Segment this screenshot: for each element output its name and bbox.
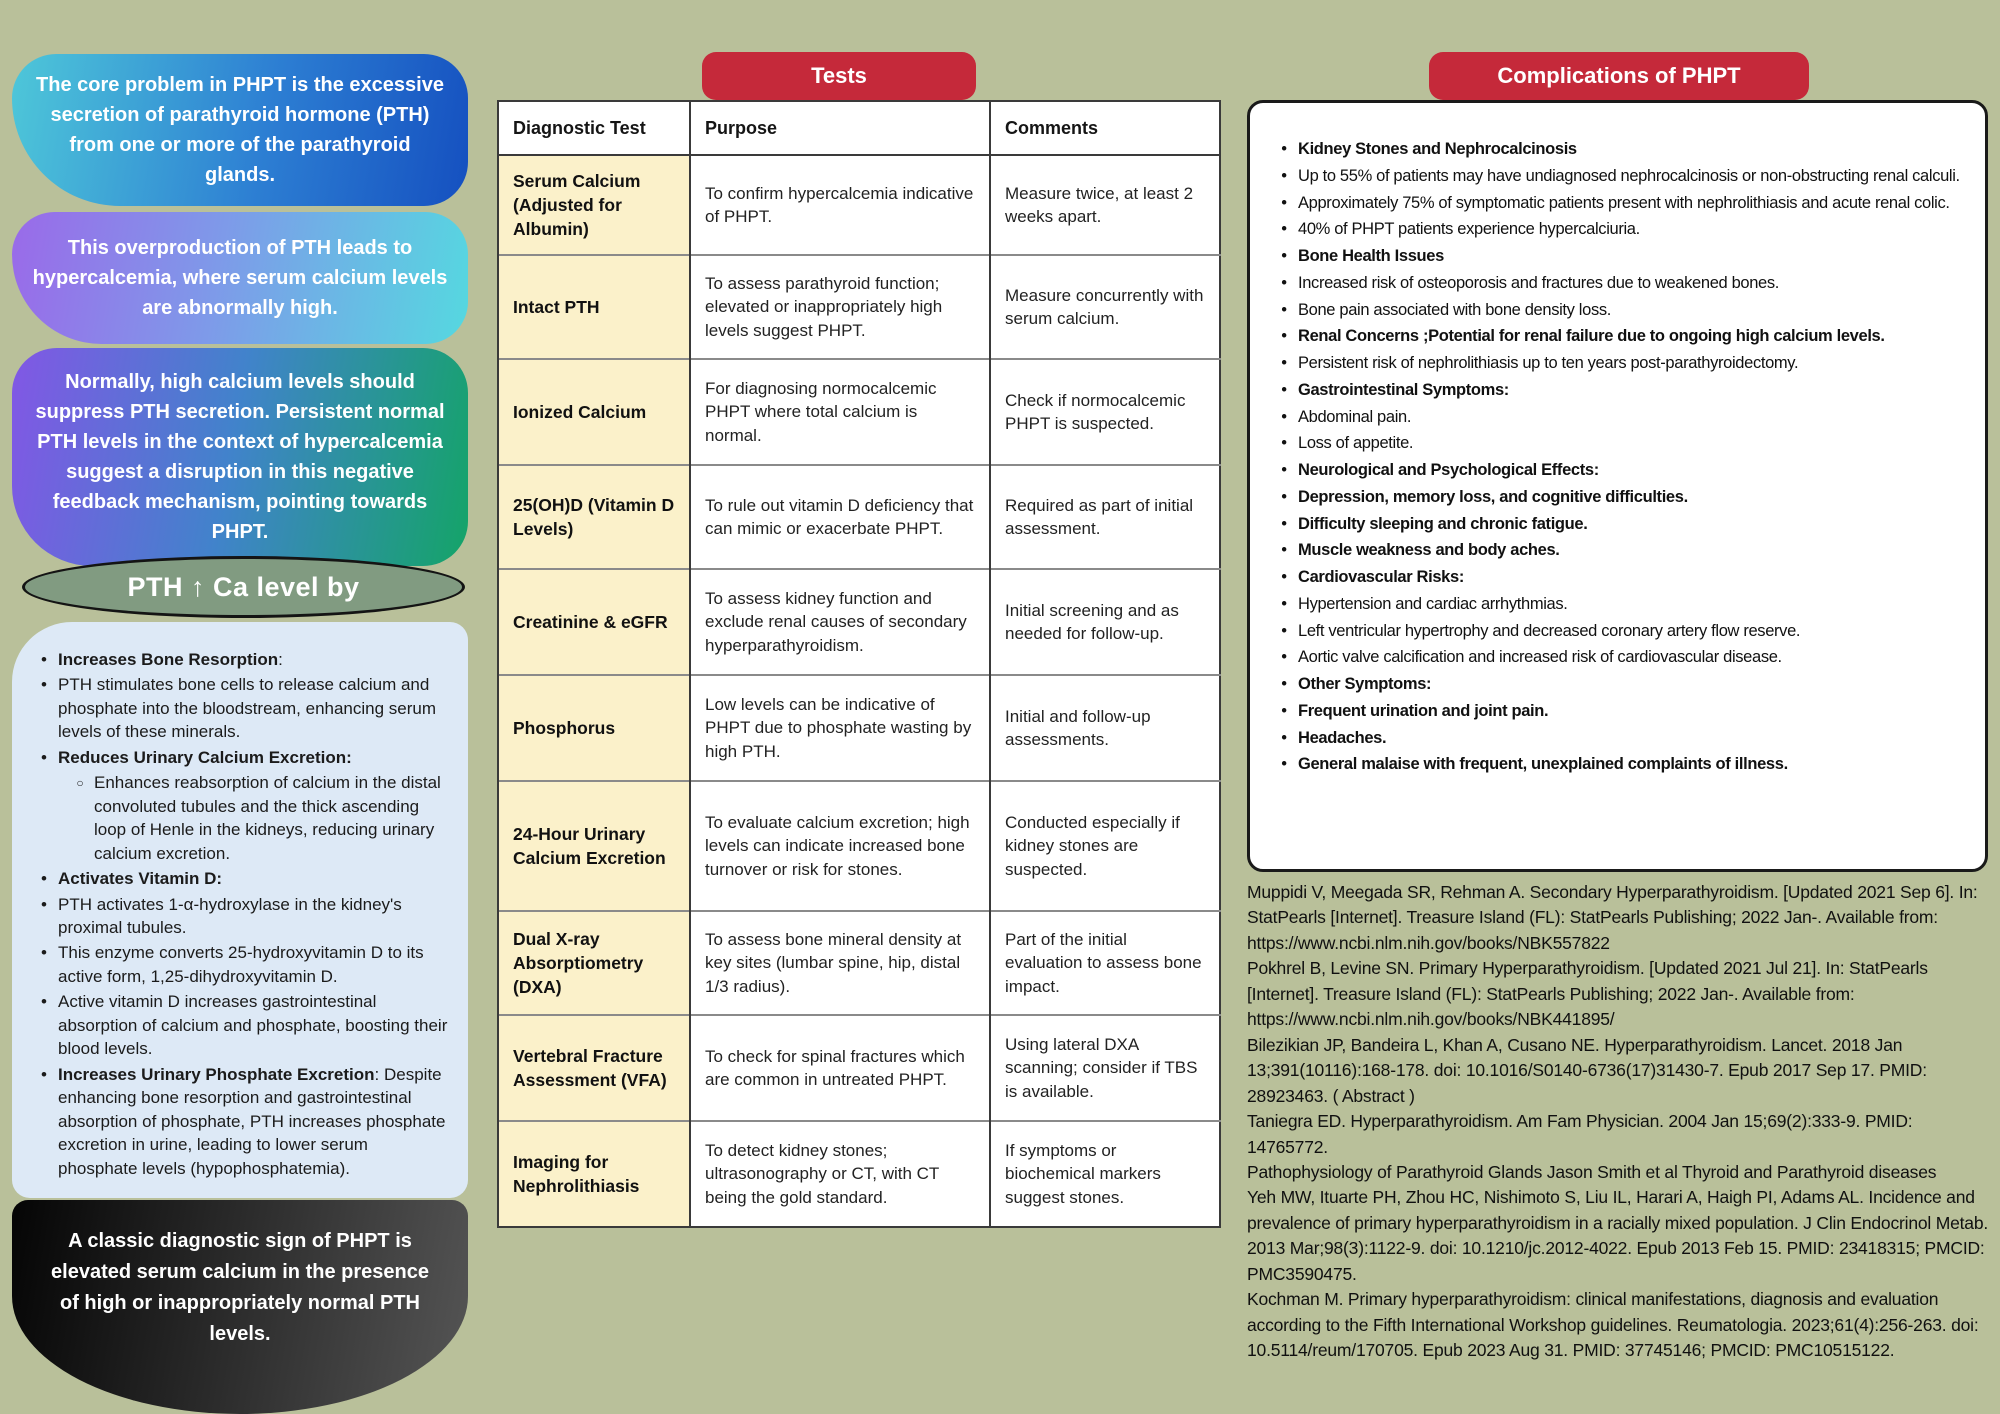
section-header-text: PTH ↑ Ca level by (127, 571, 360, 602)
table-cell-test: Imaging for Nephrolithiasis (498, 1121, 690, 1227)
list-item-text: Aortic valve calcification and increased risk of cardiovascular disease. (1298, 648, 1782, 667)
list-item-text: Up to 55% of patients may have undiagnosed nephrocalcinosis or non-obstructing renal calculi. (1298, 166, 1960, 185)
list-item (1270, 592, 1971, 617)
list-item-text: Increases Bone Resorption: (58, 650, 283, 669)
table-row (498, 675, 1220, 781)
complications-list (1270, 137, 1971, 777)
list-item-text: Active vitamin D increases gastrointestinal absorption of calcium and phosphate, boosting their blood levels. (58, 992, 448, 1059)
list-item (1270, 619, 1971, 644)
list-item-text: PTH activates 1-α-hydroxylase in the kidney's proximal tubules. (58, 894, 402, 937)
table-row (498, 1121, 1220, 1227)
list-item (1270, 726, 1971, 751)
list-item-text: 40% of PHPT patients experience hypercalciuria. (1298, 220, 1640, 239)
reference-entry: Kochman M. Primary hyperparathyroidism: clinical manifestations, diagnosis and evaluation according to the Fifth International Workshop guidelines. Reumatologia. 2023;61(4):256-263. doi: 10.5114/reum/170705. Epub 2023 Aug 31. PMID: 37745146; PMCID: PMC10515122. (1247, 1289, 1979, 1361)
list-item-text: Hypertension and cardiac arrhythmias. (1298, 594, 1568, 613)
list-item-text: Enhances reabsorption of calcium in the distal convoluted tubules and the thick ascending loop of Henle in the kidneys, reducing urinary calcium excretion. (94, 773, 441, 863)
list-item (1270, 324, 1971, 349)
tests-banner (702, 52, 976, 100)
table-cell-test: Dual X-ray Absorptiometry (DXA) (498, 911, 690, 1015)
list-item-text: Abdominal pain. (1298, 407, 1412, 426)
table-cell-comments: Measure concurrently with serum calcium. (990, 255, 1220, 359)
bullet-icon (30, 746, 58, 769)
bullet-icon (1270, 752, 1298, 777)
bullet-icon (66, 771, 94, 865)
table-cell-purpose: To detect kidney stones; ultrasonography or CT, with CT being the gold standard. (690, 1121, 990, 1227)
reference-entry: Muppidi V, Meegada SR, Rehman A. Secondary Hyperparathyroidism. [Updated 2021 Sep 6]. In: StatPearls [Internet]. Treasure Island (FL): StatPearls Publishing; 2022 Jan-. Available from: https://www.ncbi.nlm.nih.gov/books/NBK557822 (1247, 882, 1978, 953)
list-item-text: Difficulty sleeping and chronic fatigue. (1298, 514, 1588, 533)
table-row (498, 781, 1220, 911)
bullet-icon (1270, 378, 1298, 403)
table-cell-test: Phosphorus (498, 675, 690, 781)
list-item (1270, 164, 1971, 189)
bullet-icon (1270, 137, 1298, 162)
bullet-icon (1270, 271, 1298, 296)
table-row (498, 465, 1220, 569)
table-cell-purpose: To confirm hypercalcemia indicative of PHPT. (690, 155, 990, 255)
list-item (1270, 351, 1971, 376)
bullet-icon (1270, 485, 1298, 510)
list-item (30, 990, 452, 1060)
list-item-text: Depression, memory loss, and cognitive difficulties. (1298, 487, 1688, 506)
table-row (498, 911, 1220, 1015)
list-item-text: Persistent risk of nephrolithiasis up to ten years post-parathyroidectomy. (1298, 354, 1799, 372)
col-header-purpose: Purpose (690, 101, 990, 155)
table-cell-purpose: To check for spinal fractures which are common in untreated PHPT. (690, 1015, 990, 1121)
statement-text: A classic diagnostic sign of PHPT is elevated serum calcium in the presence of high or inappropriately normal PTH levels. (51, 1230, 429, 1345)
table-cell-comments: Conducted especially if kidney stones are suspected. (990, 781, 1220, 911)
list-item-text: Neurological and Psychological Effects: (1298, 461, 1599, 479)
table-cell-purpose: To assess parathyroid function; elevated or inappropriately high levels suggest PHPT. (690, 255, 990, 359)
diagnostic-tests-table (497, 100, 1221, 1228)
table-cell-purpose: To assess kidney function and exclude renal causes of secondary hyperparathyroidism. (690, 569, 990, 675)
bullet-icon (1270, 164, 1298, 189)
table-cell-comments: Initial and follow-up assessments. (990, 675, 1220, 781)
table-row (498, 155, 1220, 255)
list-item (30, 673, 452, 743)
table-cell-comments: Initial screening and as needed for follow-up. (990, 569, 1220, 675)
table-row (498, 255, 1220, 359)
col-header-diagnostic-test: Diagnostic Test (498, 101, 690, 155)
list-item-text: Increased risk of osteoporosis and fractures due to weakened bones. (1298, 273, 1780, 292)
bullet-icon (1270, 458, 1298, 483)
list-item (1270, 431, 1971, 456)
table-cell-purpose: To evaluate calcium excretion; high levels can indicate increased bone turnover or risk for stones. (690, 781, 990, 911)
list-item (1270, 458, 1971, 483)
table-cell-test: Ionized Calcium (498, 359, 690, 465)
bullet-icon (30, 1063, 58, 1180)
list-item (1270, 699, 1971, 724)
list-item (1270, 565, 1971, 590)
reference-entry: Yeh MW, Ituarte PH, Zhou HC, Nishimoto S, Liu IL, Harari A, Haigh PI, Adams AL. Incidence and prevalence of primary hyperparathyroidism in a racially mixed population. J Clin Endocrinol Metab. 2013 Mar;98(3):1122-9. doi: 10.1210/jc.2012-4022. Epub 2013 Feb 15. PMID: 23418315; PMCID: PMC3590475. (1247, 1187, 1989, 1284)
table-cell-test: Serum Calcium (Adjusted for Albumin) (498, 155, 690, 255)
bullet-icon (30, 867, 58, 890)
table-cell-purpose: To rule out vitamin D deficiency that can mimic or exacerbate PHPT. (690, 465, 990, 569)
statement-text: Normally, high calcium levels should suppress PTH secretion. Persistent normal PTH levels in the context of hypercalcemia suggest a disruption in this negative feedback mechanism, pointing towards PHPT. (35, 371, 445, 543)
bullet-icon (1270, 217, 1298, 242)
list-item-text: Bone Health Issues (1298, 247, 1444, 265)
statement-text: This overproduction of PTH leads to hypercalcemia, where serum calcium levels are abnormally high. (32, 237, 448, 319)
bullet-icon (30, 990, 58, 1060)
table-cell-test: 24-Hour Urinary Calcium Excretion (498, 781, 690, 911)
table-cell-test: Vertebral Fracture Assessment (VFA) (498, 1015, 690, 1121)
complications-banner-text: Complications of PHPT (1497, 63, 1741, 88)
list-item (30, 771, 452, 865)
bullet-icon (30, 673, 58, 743)
bullet-icon (1270, 565, 1298, 590)
list-item (1270, 244, 1971, 269)
list-item (1270, 217, 1971, 242)
list-item (1270, 405, 1971, 430)
list-item-text: Other Symptoms: (1298, 675, 1432, 693)
list-item (1270, 271, 1971, 296)
bullet-icon (1270, 672, 1298, 697)
table-cell-comments: Check if normocalcemic PHPT is suspected. (990, 359, 1220, 465)
list-item-text: Muscle weakness and body aches. (1298, 541, 1560, 560)
statement-box-overproduction (12, 212, 468, 344)
bullet-icon (1270, 699, 1298, 724)
list-item (30, 867, 452, 890)
table-row (498, 569, 1220, 675)
list-item-text: PTH stimulates bone cells to release calcium and phosphate into the bloodstream, enhancing serum levels of these minerals. (58, 675, 437, 742)
table-header-row (498, 101, 1220, 155)
list-item (30, 941, 452, 988)
mechanism-list (30, 648, 452, 1180)
list-item-text: Loss of appetite. (1298, 434, 1414, 453)
col-header-comments: Comments (990, 101, 1220, 155)
table-cell-purpose: Low levels can be indicative of PHPT due to phosphate wasting by high PTH. (690, 675, 990, 781)
list-item-text: Approximately 75% of symptomatic patients present with nephrolithiasis and acute renal colic. (1298, 193, 1950, 212)
list-item (1270, 298, 1971, 323)
bullet-icon (1270, 324, 1298, 349)
bullet-icon (30, 941, 58, 988)
list-item (30, 893, 452, 940)
bullet-icon (30, 648, 58, 671)
tests-banner-text: Tests (811, 63, 867, 88)
list-item (1270, 378, 1971, 403)
bullet-icon (1270, 405, 1298, 430)
complications-panel (1247, 100, 1988, 872)
table-cell-purpose: For diagnosing normocalcemic PHPT where total calcium is normal. (690, 359, 990, 465)
list-item-text: This enzyme converts 25-hydroxyvitamin D to its active form, 1,25-dihydroxyvitamin D. (58, 943, 424, 986)
bullet-icon (1270, 431, 1298, 456)
table-row (498, 1015, 1220, 1121)
table-cell-comments: If symptoms or biochemical markers suggest stones. (990, 1121, 1220, 1227)
list-item (1270, 645, 1971, 670)
bullet-icon (1270, 592, 1298, 617)
bullet-icon (30, 893, 58, 940)
list-item-text: Activates Vitamin D: (58, 869, 223, 889)
reference-entry: Pokhrel B, Levine SN. Primary Hyperparathyroidism. [Updated 2021 Jul 21]. In: StatPearls [Internet]. Treasure Island (FL): StatPearls Publishing; 2022 Jan-. Available from: https://www.ncbi.nlm.nih.gov/books/NBK441895/ (1247, 958, 1928, 1030)
bullet-icon (1270, 191, 1298, 216)
list-item (30, 746, 452, 769)
list-item (1270, 512, 1971, 537)
statement-box-diagnostic-sign (12, 1200, 468, 1414)
bullet-icon (1270, 726, 1298, 751)
list-item-text: Reduces Urinary Calcium Excretion: (58, 747, 352, 767)
list-item-text: Frequent urination and joint pain. (1298, 701, 1549, 720)
tests-table (497, 100, 1219, 1228)
table-row (498, 359, 1220, 465)
list-item (1270, 191, 1971, 216)
list-item-text: Bone pain associated with bone density loss. (1298, 300, 1611, 319)
list-item-text: Cardiovascular Risks: (1298, 568, 1464, 586)
bullet-icon (1270, 351, 1298, 376)
list-item (1270, 752, 1971, 777)
list-item-text: Renal Concerns ;Potential for renal failure due to ongoing high calcium levels. (1298, 327, 1885, 346)
list-item-text: Increases Urinary Phosphate Excretion: Despite enhancing bone resorption and gastrointestinal absorption of phosphate, PTH increases phosphate excretion in urine, leading to lower serum phosphate levels (hypophosphatemia). (58, 1064, 446, 1178)
bullet-icon (1270, 512, 1298, 537)
reference-entry: Taniegra ED. Hyperparathyroidism. Am Fam Physician. 2004 Jan 15;69(2):333-9. PMID: 14765772. (1247, 1111, 1913, 1157)
list-item (30, 648, 452, 671)
table-cell-comments: Part of the initial evaluation to assess bone impact. (990, 911, 1220, 1015)
list-item-text: Left ventricular hypertrophy and decreased coronary artery flow reserve. (1298, 621, 1801, 640)
table-cell-test: Creatinine & eGFR (498, 569, 690, 675)
list-item-text: Headaches. (1298, 728, 1387, 747)
mechanisms-panel (12, 622, 468, 1198)
list-item (1270, 672, 1971, 697)
table-cell-comments: Measure twice, at least 2 weeks apart. (990, 155, 1220, 255)
list-item-text: General malaise with frequent, unexplained complaints of illness. (1298, 755, 1788, 774)
table-cell-comments: Required as part of initial assessment. (990, 465, 1220, 569)
table-cell-test: Intact PTH (498, 255, 690, 359)
bullet-icon (1270, 645, 1298, 670)
references (1247, 880, 1995, 1364)
table-cell-test: 25(OH)D (Vitamin D Levels) (498, 465, 690, 569)
statement-text: The core problem in PHPT is the excessive secretion of parathyroid hormone (PTH) from one or more of the parathyroid glands. (36, 74, 444, 186)
statement-box-core-problem (12, 54, 468, 206)
statement-box-feedback (12, 348, 468, 566)
reference-entry: Bilezikian JP, Bandeira L, Khan A, Cusano NE. Hyperparathyroidism. Lancet. 2018 Jan 13;391(10116):168-178. doi: 10.1016/S0140-6736(17)31430-7. Epub 2017 Sep 17. PMID: 28923463. ( Abstract ) (1247, 1034, 1927, 1106)
reference-entry: Pathophysiology of Parathyroid Glands Jason Smith et al Thyroid and Parathyroid diseases (1247, 1161, 1937, 1182)
list-item-text: Gastrointestinal Symptoms: (1298, 380, 1509, 399)
table-cell-purpose: To assess bone mineral density at key sites (lumbar spine, hip, distal 1/3 radius). (690, 911, 990, 1015)
tests-table-body (498, 155, 1220, 1227)
bullet-icon (1270, 244, 1298, 269)
table-cell-comments: Using lateral DXA scanning; consider if TBS is available. (990, 1015, 1220, 1121)
bullet-icon (1270, 298, 1298, 323)
section-header-pth-raises-ca (22, 556, 465, 618)
list-item-text: Kidney Stones and Nephrocalcinosis (1298, 140, 1577, 158)
list-item (1270, 538, 1971, 563)
list-item (1270, 485, 1971, 510)
list-item (30, 1063, 452, 1180)
bullet-icon (1270, 619, 1298, 644)
complications-banner (1429, 52, 1809, 100)
bullet-icon (1270, 538, 1298, 563)
list-item (1270, 137, 1971, 162)
